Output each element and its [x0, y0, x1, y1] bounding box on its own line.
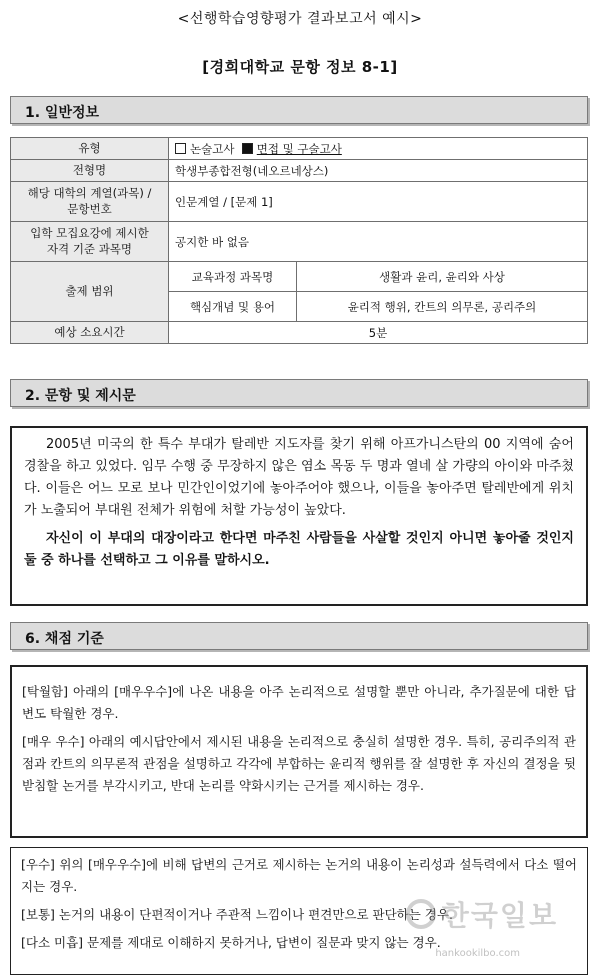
watermark [406, 894, 558, 934]
type-value [169, 138, 588, 160]
track-label [11, 182, 169, 222]
grading-excellent: [탁월함] 아래의 [매우우수]에 나온 내용을 아주 논리적으로 설명할 뿐만 아니라, 추가질문에 대한 답변도 탁월한 경우. [22, 684, 576, 721]
section-grading-title: 6. 채점 기준 [25, 631, 104, 647]
grading-good: [우수] 위의 [매우우수]에 비해 답변의 근거로 제시하는 논거의 내용이 논리성과 설득력에서 다소 떨어지는 경우. [21, 857, 577, 894]
concept-value: 윤리적 행위, 칸트의 의무론, 공리주의 [297, 292, 588, 322]
qualification-label-line1: 입학 모집요강에 제시한 [30, 225, 149, 240]
question-prompt: 자신이 이 부대의 대장이라고 한다면 마주친 사람들을 사살할 것인지 아니면 놓아줄 것인지 둘 중 하나를 선택하고 그 이유를 말하시오. [24, 531, 574, 568]
admission-value: 학생부종합전형(네오르네상스) [169, 160, 588, 182]
watermark-text: 한국일보 [441, 899, 558, 932]
type-option-interview: 면접 및 구술고사 [256, 141, 342, 156]
section-header-grading [10, 622, 588, 650]
grading-average: [보통] 논거의 내용이 단편적이거나 주관적 느낌이나 편견만으로 판단하는 경우. [21, 907, 453, 922]
question-passage: 2005년 미국의 한 특수 부대가 탈레반 지도자를 찾기 위해 아프가니스탄의 00 지역에 숨어 경찰을 하고 있었다. 임무 수행 중 무장하지 않은 염소 목동 두 명과 열네 살 가량의 아이와 마주쳤다. 이들은 어느 모로 보나 민간인이었기에 놓아주어야 했으나, 이들을 놓아주면 탈레반에게 위치가 노출되어 부대원 전체가 위험에 처할 가능성이 높았다. [24, 437, 574, 518]
section-header-general [10, 96, 588, 124]
grading-very-good: [매우 우수] 아래의 예시답안에서 제시된 내용을 논리적으로 충실히 설명한 경우. 특히, 공리주의적 관점과 칸트의 의무론적 관점을 설명하고 각각에 부합하는 윤리적 행위를 잘 설명한 후 자신의 결정을 뒷받침할 논거를 부각시키고, 반대 논리를 약화시키는 근거를 제시하는 경우. [22, 734, 576, 793]
watermark-url: hankookilbo.com [435, 948, 520, 959]
section-general-title: 1. 일반정보 [25, 105, 100, 121]
general-info-table [10, 137, 588, 344]
document-subtitle: [경희대학교 문항 정보 8-1] [202, 58, 398, 76]
time-value: 5분 [169, 322, 588, 344]
time-label: 예상 소요시간 [11, 322, 169, 344]
qualification-label-line2: 자격 기준 과목명 [46, 241, 133, 256]
section-question-title: 2. 문항 및 제시문 [25, 388, 136, 404]
document-title: <선행학습영향평가 결과보고서 예시> [177, 11, 423, 27]
curriculum-value: 생활과 윤리, 윤리와 사상 [297, 262, 588, 292]
track-label-line1: 해당 대학의 계열(과목) / [27, 185, 152, 200]
grading-box-top [10, 665, 588, 838]
qualification-value: 공지한 바 없음 [169, 222, 588, 262]
concept-label: 핵심개념 및 용어 [169, 292, 297, 322]
watermark-logo-icon [406, 899, 436, 929]
checkbox-unchecked-icon [175, 143, 186, 154]
qualification-label [11, 222, 169, 262]
type-option-essay: 논술고사 [190, 141, 235, 156]
question-box [10, 426, 588, 606]
track-label-line2: 문항번호 [67, 201, 112, 216]
scope-label: 출제 범위 [11, 262, 169, 322]
grading-poor: [다소 미흡] 문제를 제대로 이해하지 못하거나, 답변이 질문과 맞지 않는 경우. [21, 935, 441, 950]
curriculum-label: 교육과정 과목명 [169, 262, 297, 292]
section-header-question [10, 379, 588, 407]
type-label: 유형 [11, 138, 169, 160]
track-value: 인문계열 / [문제 1] [169, 182, 588, 222]
checkbox-checked-icon [242, 143, 253, 154]
admission-label: 전형명 [11, 160, 169, 182]
